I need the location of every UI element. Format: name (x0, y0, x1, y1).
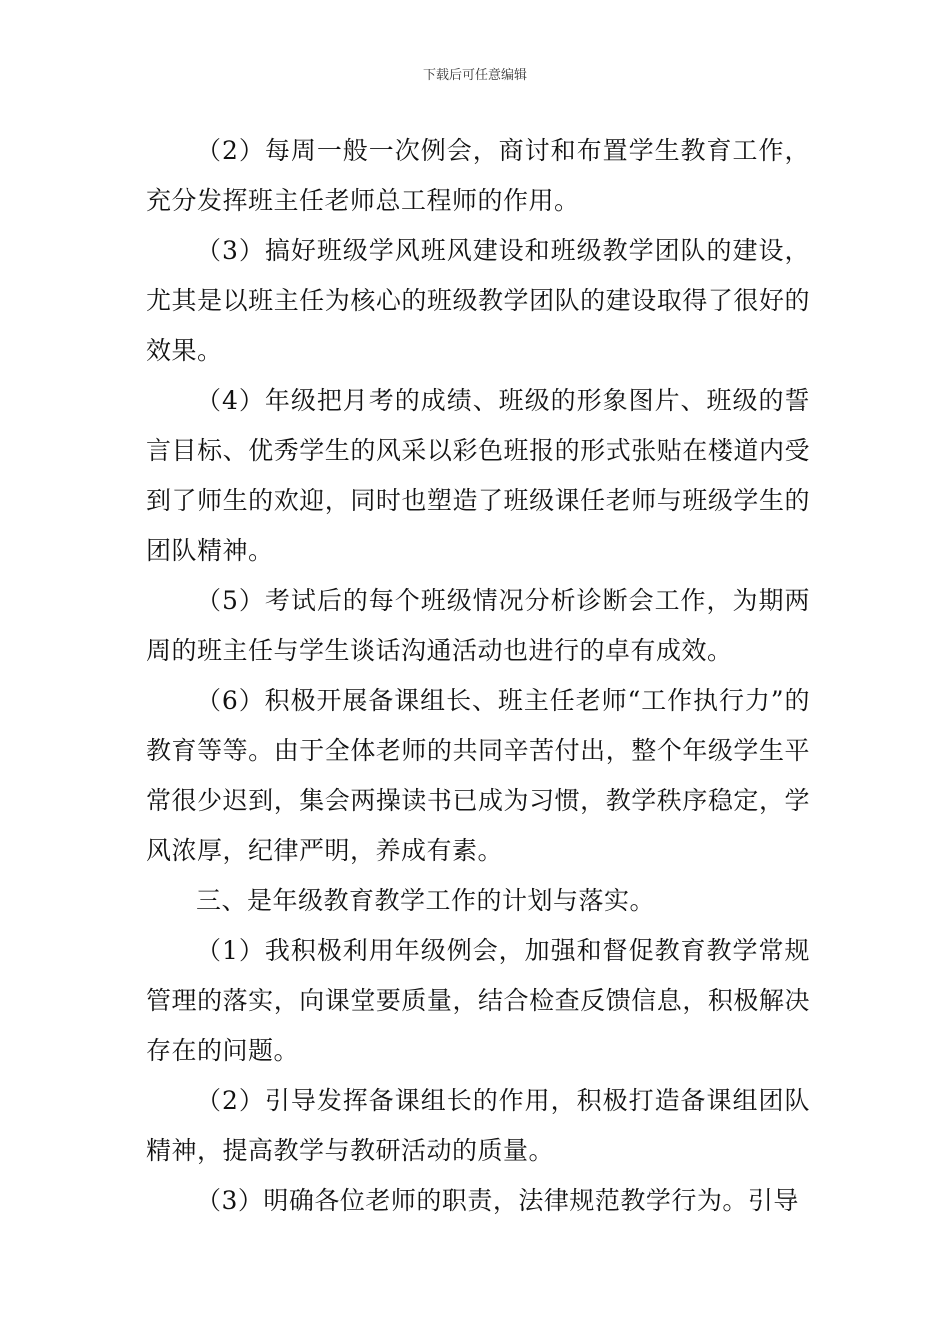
paragraph-plan-2: （2）引导发挥备课组长的作用，积极打造备课组团队精神，提高教学与教研活动的质量。 (146, 1086, 810, 1165)
page-header: 下载后可任意编辑 (422, 68, 527, 83)
document-body (146, 126, 810, 1226)
paragraph-item-2: （2）每周一般一次例会，商讨和布置学生教育工作，充分发挥班主任老师总工程师的作用。 (146, 136, 810, 215)
paragraph-item-3: （3）搞好班级学风班风建设和班级教学团队的建设，尤其是以班主任为核心的班级教学团队的建设取得了很好的效果。 (146, 236, 810, 365)
paragraph-plan-1: （1）我积极利用年级例会，加强和督促教育教学常规管理的落实，向课堂要质量，结合检查反馈信息，积极解决存在的问题。 (146, 936, 810, 1065)
paragraph-plan-3: （3）明确各位老师的职责，法律规范教学行为。引导 (196, 1186, 799, 1215)
paragraph-item-6: （6）积极开展备课组长、班主任老师“工作执行力”的教育等等。由于全体老师的共同辛苦付出，整个年级学生平常很少迟到，集会两操读书已成为习惯，教学秩序稳定，学风浓厚，纪律严明，养成有素。 (146, 686, 810, 865)
paragraph-item-5: （5）考试后的每个班级情况分析诊断会工作，为期两周的班主任与学生谈话沟通活动也进行的卓有成效。 (146, 586, 810, 665)
section-heading: 三、是年级教育教学工作的计划与落实。 (196, 886, 656, 915)
paragraph-item-4: （4）年级把月考的成绩、班级的形象图片、班级的誓言目标、优秀学生的风采以彩色班报的形式张贴在楼道内受到了师生的欢迎，同时也塑造了班级课任老师与班级学生的团队精神。 (146, 386, 810, 565)
